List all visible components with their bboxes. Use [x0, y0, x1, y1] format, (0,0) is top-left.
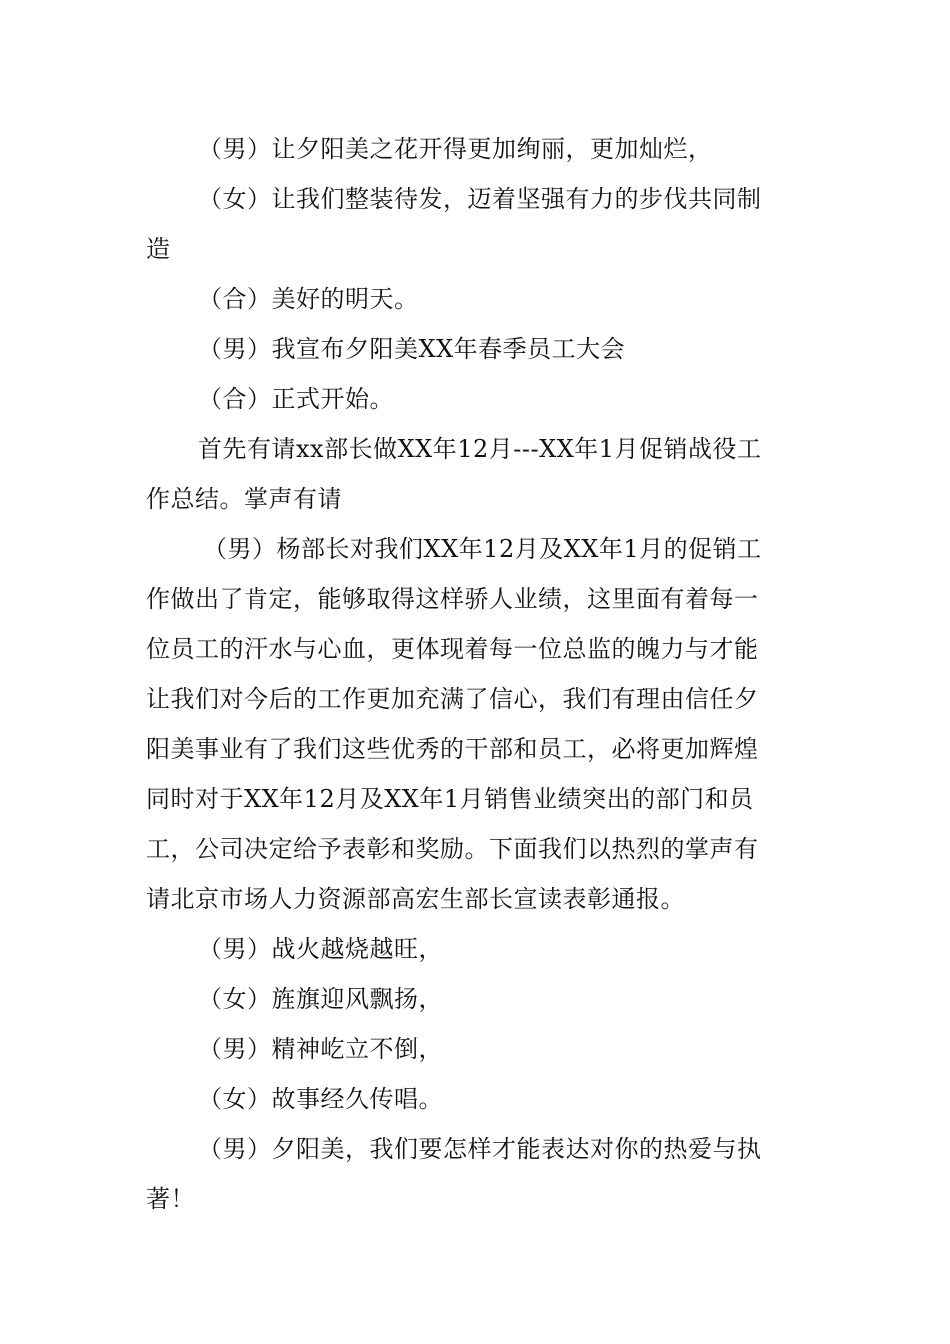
- paragraph-line: （男）我宣布夕阳美XX年春季员工大会: [198, 335, 626, 363]
- paragraph-line: 阳美事业有了我们这些优秀的干部和员工，必将更加辉煌: [146, 735, 759, 763]
- paragraph-line: 工，公司决定给予表彰和奖励。下面我们以热烈的掌声有: [146, 835, 759, 863]
- paragraph-line: 让我们对今后的工作更加充满了信心，我们有理由信任夕: [146, 685, 759, 713]
- paragraph-line: 著！: [146, 1185, 195, 1213]
- paragraph-line: 作做出了肯定，能够取得这样骄人业绩，这里面有着每一: [146, 585, 759, 613]
- paragraph-line: （男）杨部长对我们XX年12月及XX年1月的促销工: [203, 535, 762, 563]
- paragraph-line: 位员工的汗水与心血，更体现着每一位总监的魄力与才能: [146, 635, 759, 663]
- paragraph-line: （男）让夕阳美之花开得更加绚丽，更加灿烂，: [198, 135, 713, 163]
- paragraph-line: 同时对于XX年12月及XX年1月销售业绩突出的部门和员: [146, 785, 754, 813]
- paragraph-line: 请北京市场人力资源部高宏生部长宣读表彰通报。: [146, 885, 685, 913]
- paragraph-line: （男）精神屹立不倒，: [198, 1035, 443, 1063]
- paragraph-line: （女）旌旗迎风飘扬，: [198, 985, 443, 1013]
- paragraph-line: 首先有请xx部长做XX年12月---XX年1月促销战役工: [198, 435, 762, 463]
- document-body: [146, 124, 816, 1224]
- paragraph-line: （男）夕阳美，我们要怎样才能表达对你的热爱与执: [198, 1135, 762, 1163]
- paragraph-line: 作总结。掌声有请: [146, 485, 342, 513]
- paragraph-line: （女）让我们整装待发，迈着坚强有力的步伐共同制: [198, 185, 762, 213]
- paragraph-line: 造: [146, 235, 171, 263]
- paragraph-line: （女）故事经久传唱。: [198, 1085, 443, 1113]
- paragraph-line: （合）正式开始。: [198, 385, 394, 413]
- paragraph-line: （合）美好的明天。: [198, 285, 419, 313]
- paragraph-line: （男）战火越烧越旺，: [198, 935, 443, 963]
